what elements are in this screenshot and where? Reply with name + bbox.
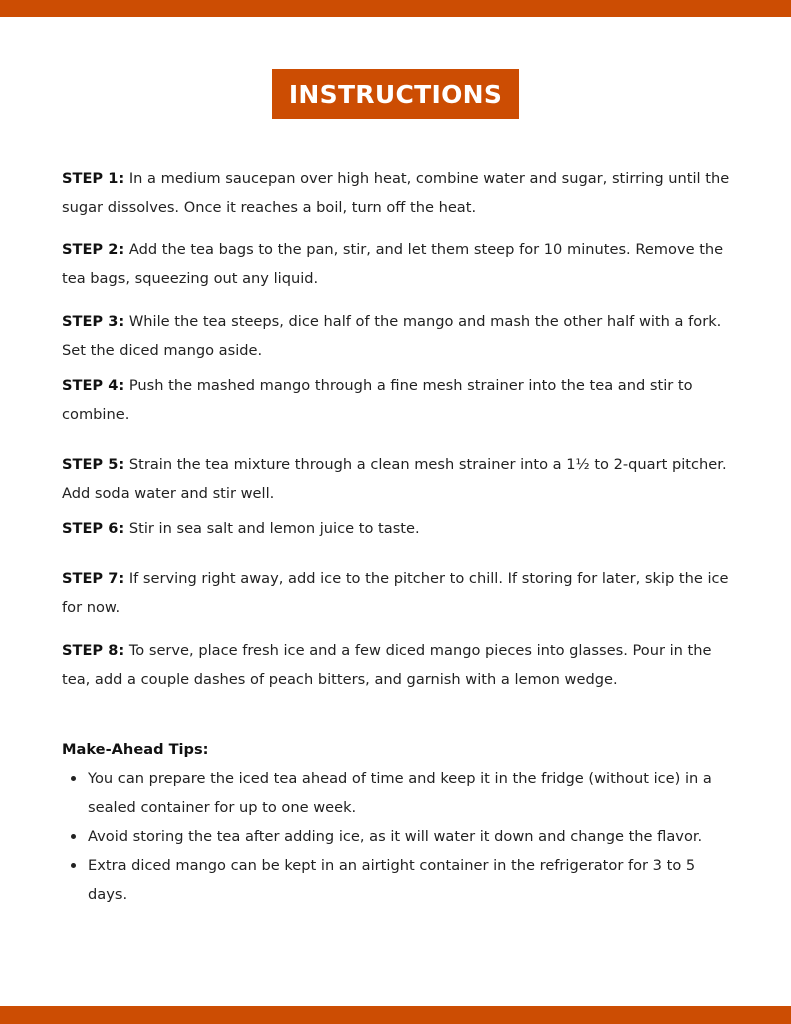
step-6 [62, 514, 734, 543]
tip-text: You can prepare the iced tea ahead of time and keep it in the fridge (without ice) in a sealed container for up to one week. [88, 770, 712, 816]
step-3 [62, 307, 734, 365]
list-item [62, 851, 734, 909]
tips-heading: Make-Ahead Tips: [62, 741, 209, 758]
step-text: Add the tea bags to the pan, stir, and let them steep for 10 minutes. Remove the tea bags, squeezing out any liquid. [62, 241, 724, 287]
step-5 [62, 450, 734, 508]
step-2 [62, 235, 734, 293]
list-item [62, 764, 734, 822]
step-label: STEP 7: [62, 570, 125, 587]
step-label: STEP 2: [62, 241, 125, 258]
step-label: STEP 3: [62, 313, 125, 330]
step-1 [62, 164, 734, 222]
step-text: Stir in sea salt and lemon juice to taste. [124, 520, 420, 537]
step-text: While the tea steeps, dice half of the mango and mash the other half with a fork. Set the diced mango aside. [62, 313, 722, 359]
step-4 [62, 371, 734, 429]
page-title: INSTRUCTIONS [288, 79, 503, 109]
bullet-icon [71, 834, 76, 839]
tips-list [62, 764, 734, 909]
step-text: In a medium saucepan over high heat, combine water and sugar, stirring until the sugar dissolves. Once it reaches a boil, turn off the heat. [62, 170, 730, 216]
step-label: STEP 5: [62, 456, 125, 473]
step-8 [62, 636, 734, 694]
list-item [62, 822, 734, 851]
bottom-accent-bar [0, 1006, 791, 1024]
tip-text: Extra diced mango can be kept in an airtight container in the refrigerator for 3 to 5 days. [88, 857, 696, 903]
step-label: STEP 6: [62, 520, 125, 537]
step-label: STEP 1: [62, 170, 125, 187]
bullet-icon [71, 863, 76, 868]
step-text: To serve, place fresh ice and a few diced mango pieces into glasses. Pour in the tea, add a couple dashes of peach bitters, and garnish with a lemon wedge. [62, 642, 712, 688]
title-banner [272, 69, 519, 119]
tip-text: Avoid storing the tea after adding ice, as it will water it down and change the flavor. [88, 828, 703, 845]
step-text: Strain the tea mixture through a clean mesh strainer into a 1½ to 2-quart pitcher. Add soda water and stir well. [62, 456, 727, 502]
step-label: STEP 4: [62, 377, 125, 394]
step-text: If serving right away, add ice to the pitcher to chill. If storing for later, skip the ice for now. [62, 570, 729, 616]
step-7 [62, 564, 734, 622]
step-label: STEP 8: [62, 642, 125, 659]
step-text: Push the mashed mango through a fine mesh strainer into the tea and stir to combine. [62, 377, 693, 423]
bullet-icon [71, 776, 76, 781]
top-accent-bar [0, 0, 791, 17]
